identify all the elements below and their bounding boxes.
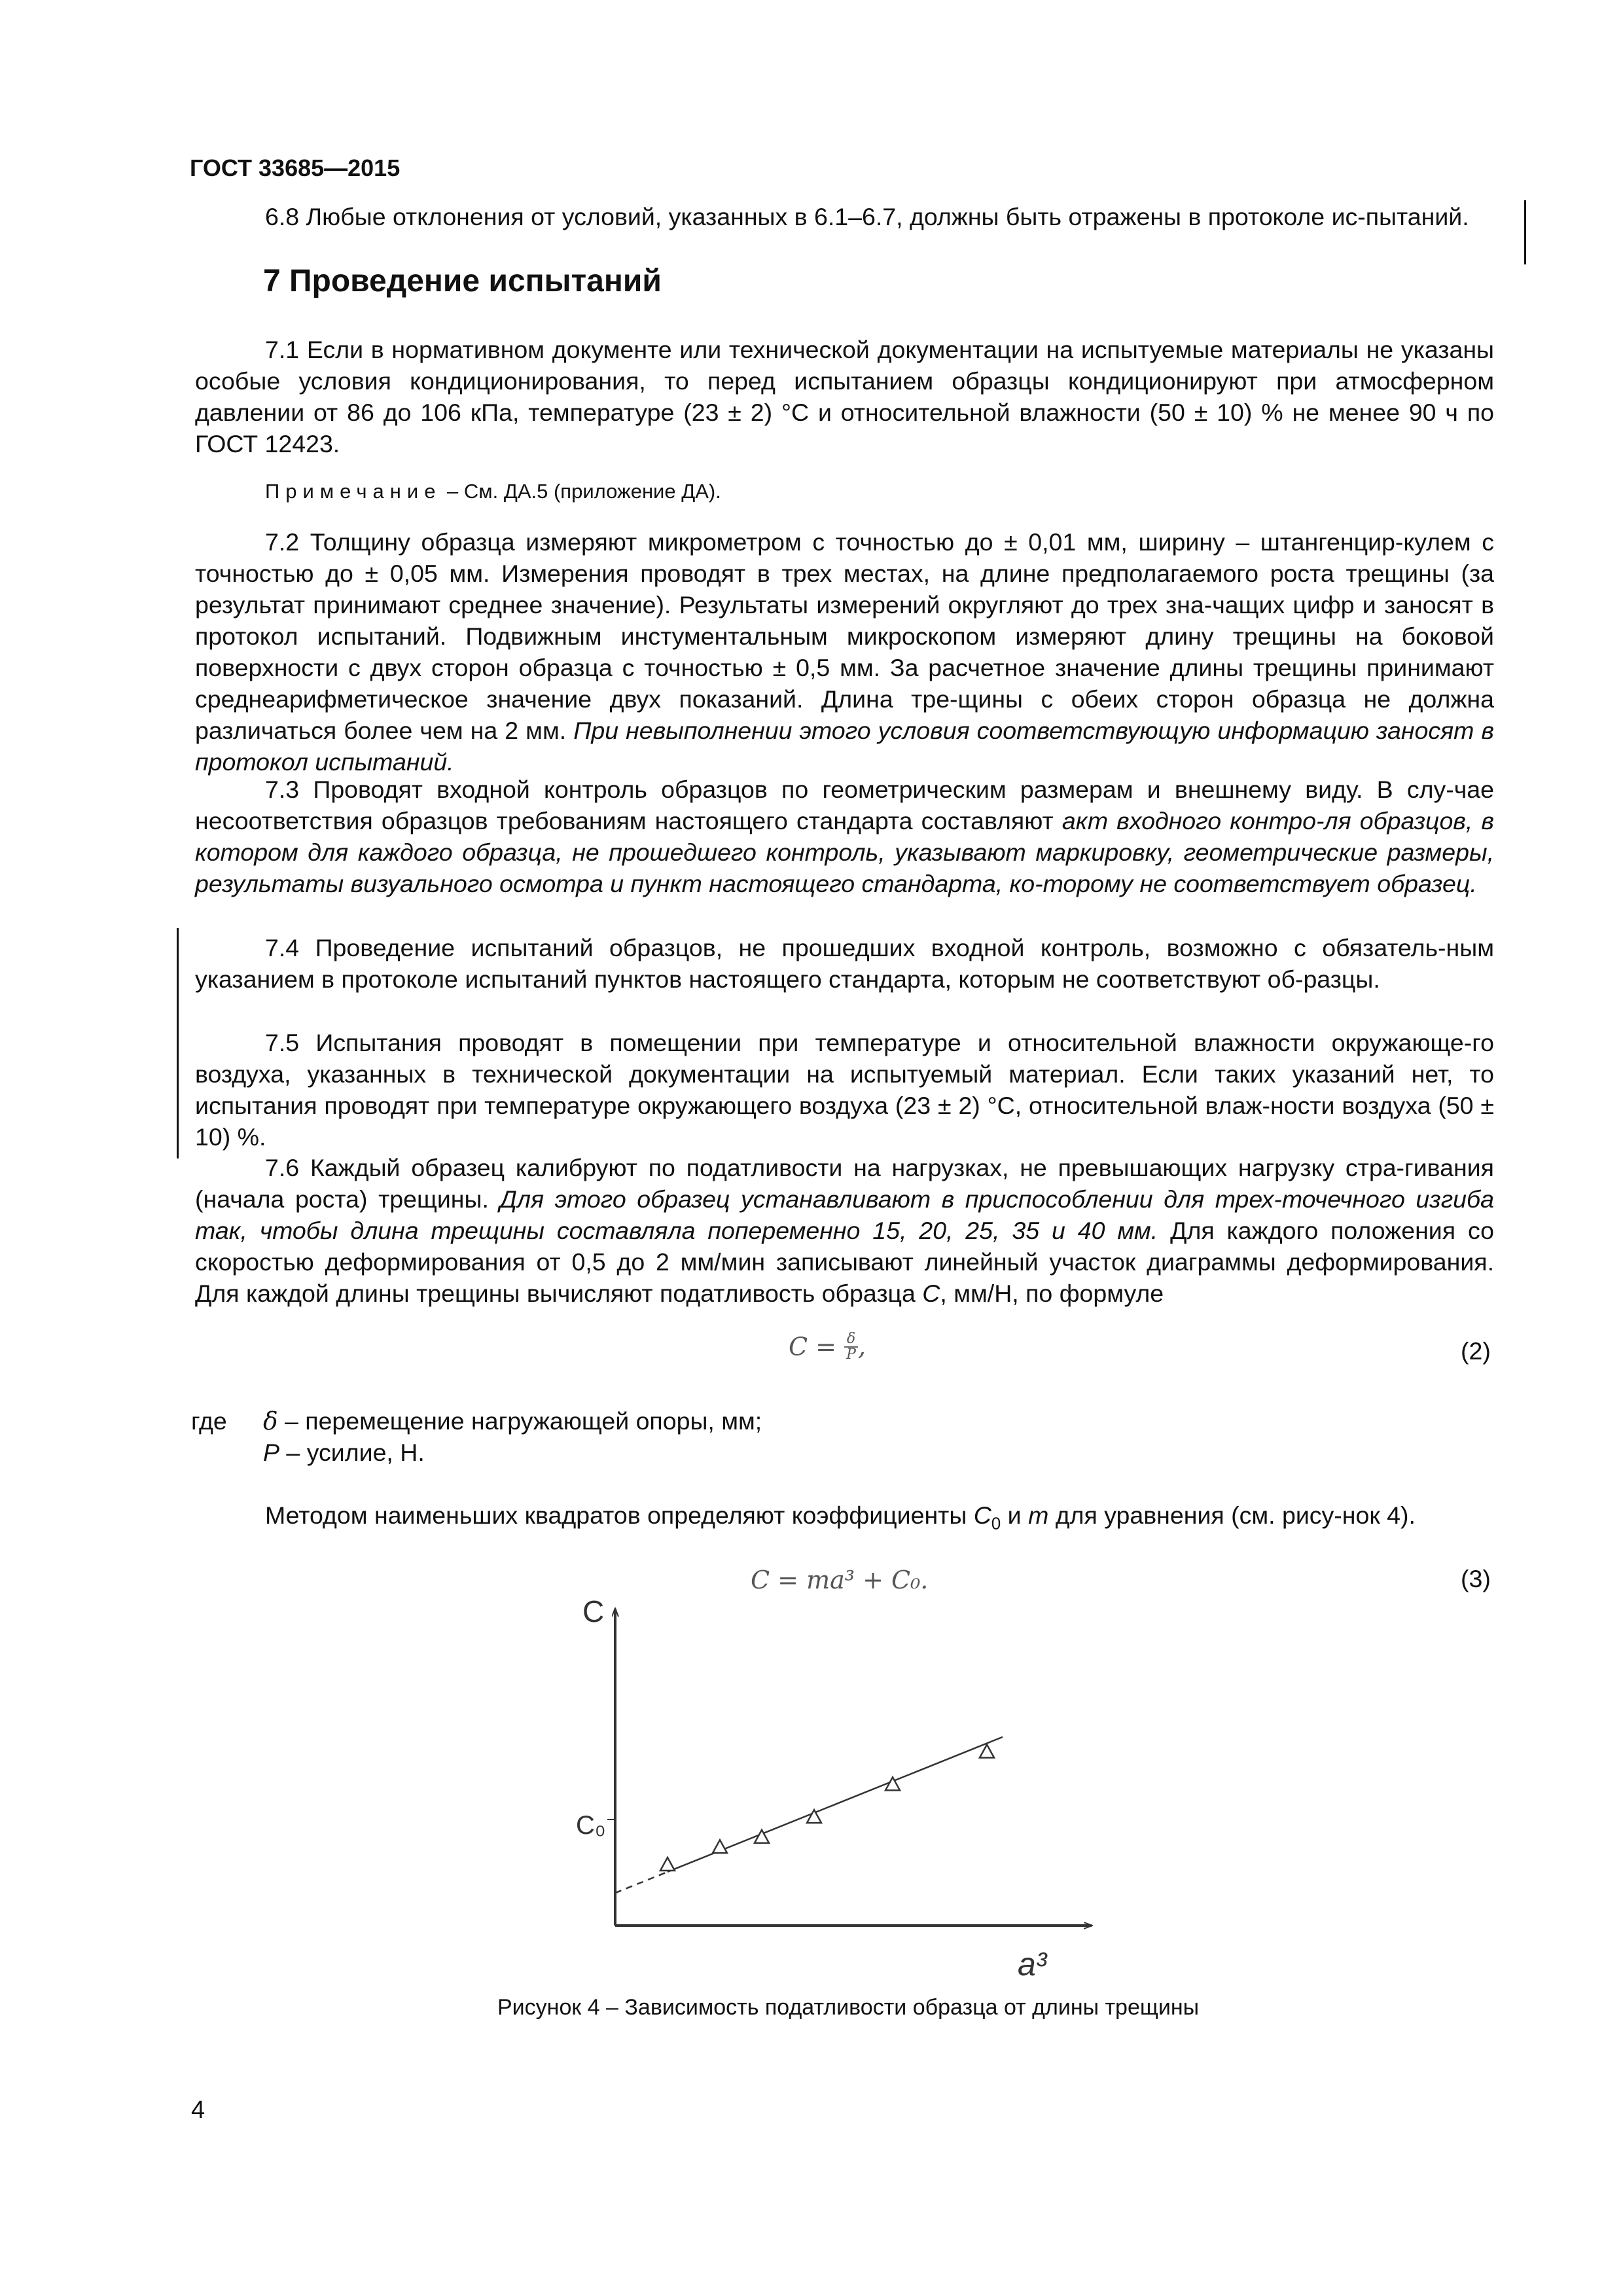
p7-2-text: 7.2 Толщину образца измеряют микрометром с точностью до ± 0,01 мм, ширину – штангенцир-кулем с точностью до ± 0,05 мм. Измерения проводят в трех местах, на длине предполагаемого роста трещины (за результат принимают среднее значение). Результаты измерений округляют до трех зна-чащих цифр и заносят в протокол испытаний. Подвижным инстументальным микроскопом измеряют длину трещины на боковой поверхности с двух сторон образца с точностью ± 0,5 мм. За расчетное значение длины трещины принимают среднеарифметическое значение двух показаний. Длина тре-щины с обеих сторон образца не должна различаться более чем на 2 мм. bbox=[195, 528, 1494, 744]
formula-3: C = ma³ + C₀. bbox=[751, 1566, 929, 1594]
intercept-label: C₀ bbox=[576, 1811, 606, 1840]
delta-symbol: δ bbox=[263, 1407, 278, 1435]
data-point-marker bbox=[980, 1745, 994, 1758]
figure-caption: Рисунок 4 – Зависимость податливости образца от длины трещины bbox=[497, 1995, 1200, 2020]
lsq-and: и bbox=[1001, 1501, 1029, 1529]
where-p-line bbox=[263, 1437, 425, 1468]
paragraph-least-squares bbox=[195, 1499, 1494, 1539]
paragraph-6-8: 6.8 Любые отклонения от условий, указанных в 6.1–6.7, должны быть отражены в протоколе ис-пытаний. bbox=[265, 203, 1469, 230]
p7-6-italic: Для этого образец устанавливают в приспособлении для трех-точечного изгиба так, чтобы длина трещины составляла попеременно 15, 20, 25, 35 и 40 мм. bbox=[195, 1185, 1494, 1244]
p7-6-var-c: С bbox=[922, 1280, 940, 1307]
lsq-c0-subscript: 0 bbox=[991, 1513, 1001, 1534]
formula-2-numerator: δ bbox=[846, 1330, 856, 1347]
p7-2-italic: При невыполнении этого условия соответствующую информацию заносят в протокол испытаний. bbox=[195, 717, 1494, 776]
lsq-m: m bbox=[1028, 1501, 1049, 1529]
trend-line-dashed bbox=[615, 1872, 668, 1893]
formula-2-lhs: C = bbox=[789, 1332, 845, 1361]
note-text: – См. ДА.5 (приложение ДА). bbox=[441, 480, 721, 503]
equation-number-2: (2) bbox=[1461, 1337, 1491, 1365]
note bbox=[265, 480, 721, 503]
note-label: Примечание bbox=[265, 480, 442, 503]
formula-2-tail: , bbox=[857, 1332, 866, 1361]
data-point-marker bbox=[807, 1810, 821, 1823]
page-number: 4 bbox=[191, 2096, 205, 2124]
x-axis-label: a³ bbox=[1018, 1946, 1047, 1982]
p7-3-italic: акт входного контро-ля образцов, в котором для каждого образца, не прошедшего контроль, указывают маркировку, геометрические размеры, результаты визуального осмотра и пункт настоящего стандарта, ко-торому не соответствует образец. bbox=[195, 807, 1494, 897]
p-description: – усилие, Н. bbox=[279, 1439, 425, 1466]
paragraph-7-3 bbox=[195, 774, 1494, 899]
formula-2-fraction bbox=[844, 1332, 858, 1362]
lsq-text2: для уравнения (см. рису-нок 4). bbox=[1048, 1501, 1416, 1529]
p-symbol: Р bbox=[263, 1439, 280, 1466]
where-label: где bbox=[191, 1407, 227, 1435]
p7-3-text: 7.3 Проводят входной контроль образцов по геометрическим размерам и внешнему виду. В слу-чае несоответствия образцов требованиям настоящего стандарта составляют bbox=[195, 776, 1494, 834]
equation-number-3: (3) bbox=[1461, 1565, 1491, 1592]
paragraph-7-4: 7.4 Проведение испытаний образцов, не прошедших входной контроль, возможно с обязатель-ным указанием в протоколе испытаний пунктов настоящего стандарта, которым не соответствуют об-разцы. bbox=[195, 934, 1494, 993]
p7-6-text1: 7.6 Каждый образец калибруют по податливости на нагрузках, не превышающих нагрузку стра-гивания (начала роста) трещины. bbox=[195, 1154, 1494, 1213]
revision-bar bbox=[177, 928, 179, 1158]
figure-4-chart bbox=[563, 1597, 1113, 1990]
formula-2-denominator: P bbox=[844, 1346, 858, 1362]
section-title: 7 Проведение испытаний bbox=[263, 264, 662, 298]
lsq-text1: Методом наименьших квадратов определяют коэффициенты bbox=[265, 1501, 974, 1529]
p7-6-text2: Для каждого положения со скоростью деформирования от 0,5 до 2 мм/мин записывают линейный участок диаграммы деформирования. Для каждой длины трещины вычисляют податливость образца bbox=[195, 1217, 1494, 1307]
formula-2 bbox=[789, 1330, 866, 1362]
document-header: ГОСТ 33685—2015 bbox=[190, 154, 401, 181]
lsq-c0: С bbox=[973, 1501, 991, 1529]
delta-description: – перемещение нагружающей опоры, мм; bbox=[277, 1407, 762, 1435]
data-point-marker bbox=[660, 1857, 675, 1871]
paragraph-7-2 bbox=[195, 526, 1494, 778]
y-axis-label: С bbox=[582, 1597, 605, 1628]
paragraph-7-5: 7.5 Испытания проводят в помещении при температуре и относительной влажности окружающе-го воздуха, указанных в технической документации на испытуемый материал. Если таких указаний нет, то испытания проводят при температуре окружающего воздуха (23 ± 2) °С, относительной влаж-ности воздуха (50 ± 10) %. bbox=[195, 1029, 1494, 1151]
where-delta-line bbox=[263, 1405, 762, 1437]
revision-bar bbox=[1524, 200, 1526, 264]
paragraph-7-1: 7.1 Если в нормативном документе или технической документации на испытуемые материалы не указаны особые условия кондиционирования, то перед испытанием образцы кондиционируют при атмосферном давлении от 86 до 106 кПа, температуре (23 ± 2) °С и относительной влажности (50 ± 10) % не менее 90 ч по ГОСТ 12423. bbox=[195, 336, 1494, 457]
data-point-marker bbox=[713, 1840, 727, 1853]
p7-6-text3: , мм/Н, по формуле bbox=[940, 1280, 1164, 1307]
paragraph-7-6 bbox=[195, 1152, 1494, 1309]
